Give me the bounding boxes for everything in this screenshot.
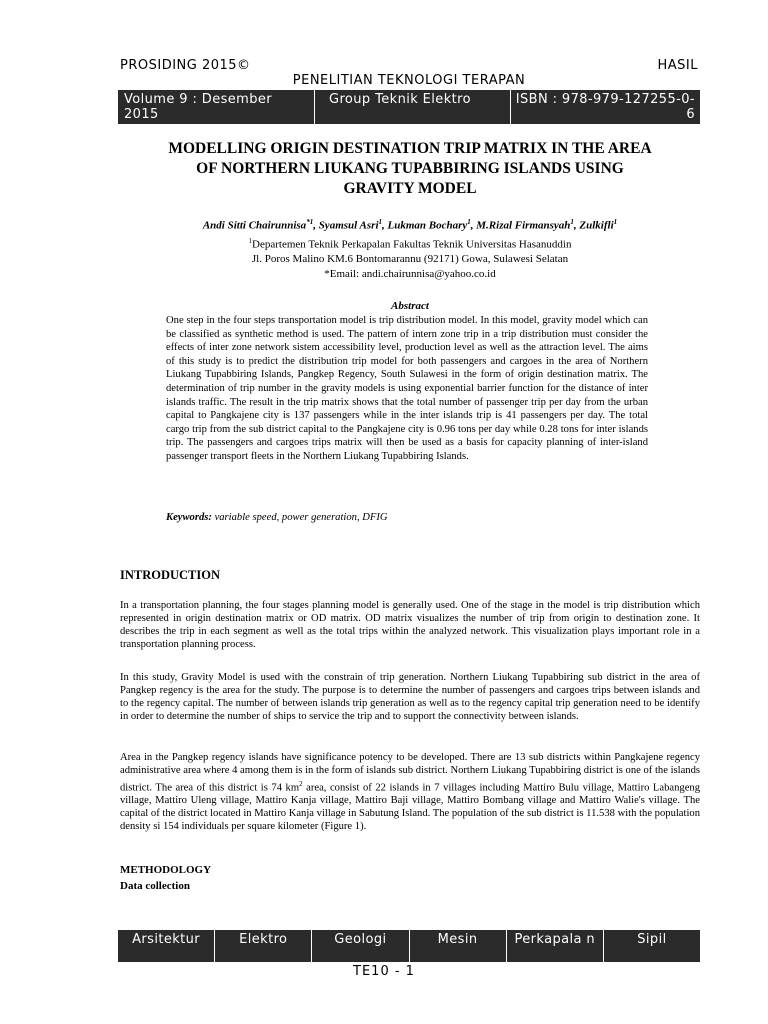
p3-part-a: Area in the Pangkep regency islands have significance potency to be developed. There are 13 sub districts within Pangkajene regency administrative area where 4 among them is in the form of islands sub district. Northern Liukang Tupabbiring district is one of the islands district. The area of this district is 74 km	[120, 752, 700, 794]
author-list: Andi Sitti Chairunnisa$^{*1}$, Syamsul Asri$^1$, Lukman Bochary$^1$, M.Rizal Firmansyah$^1$, Zulkifli$^1$	[202, 218, 618, 232]
email-link[interactable]: *Email: andi.chairunnisa@yahoo.co.id	[324, 268, 496, 281]
header-subtitle: PENELITIAN TEKNOLOGI TERAPAN	[292, 73, 526, 88]
author-sup: 1	[570, 218, 574, 226]
intro-paragraph-2: In this study, Gravity Model is used with the constrain of trip generation. Northern Liukang Tupabbiring sub district in the area of Pangkep regency is the area for the study. The purpose is to determine the number of passengers and cargoes trips between islands and to the regency capital. The number of between islands trip generation as well as to the regency capital trip generation need to be identify in order to determine the number of ships to service the trip and to support the connectivity between islands.	[120, 672, 700, 722]
abstract-text: One step in the four steps transportation model is trip distribution model. In this model, gravity model which can be classified as synthetic method is used. The pattern of intern zone trip in a trip distribution must consider the effects of inter zone network sistem accessibility level, production level as well as the attraction level. The aims of this study is to predict the distribution trip model for both passengers and cargoes in the area of Northern Liukang Tupabbiring Islands, Pangkep Regency, South Sulawesi in the form of origin destination matrix. The determination of trip number in the gravity models is using exponential barrier function for the distance of inter islands traffic. The result in the trip matrix shows that the total number of passenger trip per day from the urban capital to Pangkajene city is 137 passengers while in the inter islands trip is 41 passengers per day. The total cargo trip from the sub district capital to the Pangkajene city is 0.96 tons per day while 0.28 tons for inter islands trip. The passengers and cargoes trips matrix will then be used as a basis for capacity planning of inter-island passenger transport fleets in the Northern Liukang Tupabbiring Islands.	[166, 315, 648, 462]
author-name: Andi Sitti Chairunnisa	[202, 219, 307, 232]
author-sup: 1	[378, 218, 382, 226]
author-name: M.Rizal Firmansyah	[476, 219, 571, 232]
intro-paragraph-1: In a transportation planning, the four stages planning model is generally used. One of the stage in the model is trip distribution which represented in origin destination matrix or OD matrix. OD matrix visualizes the number of trip from origin to destination zone. It describes the trip in each segment as well as the total trips within the analyzed network. This visualization plays important role in a transportation planning process.	[120, 600, 700, 650]
author-sup: 1	[467, 218, 471, 226]
affiliation-text: Departemen Teknik Perkapalan Fakultas Teknik Universitas Hasanuddin	[252, 238, 572, 251]
p3-part-b: area, consist of 22 islands in 7 villages including Mattiro Bulu village, Mattiro Labangeng village, Mattiro Uleng village, Mattiro Kanja village, Mattiro Baji village, Mattiro Bombang village and Mattiro Walie's village. The capital of the district located in Mattiro Kanja village in Sabutung Island. The population of the sub district is 11.538 with the population density si 154 individuals per square kilometer (Figure 1).	[120, 782, 700, 833]
running-header	[120, 58, 698, 92]
header-group: Group Teknik Elektro	[314, 90, 519, 126]
author-name: Lukman Bochary	[387, 219, 468, 232]
methodology-heading: METHODOLOGY	[120, 864, 212, 876]
address: Jl. Poros Malino KM.6 Bontomarannu (92171) Gowa, Sulawesi Selatan	[251, 253, 569, 266]
introduction-heading: INTRODUCTION	[120, 568, 221, 582]
intro-paragraph-3	[120, 752, 700, 834]
keywords-text: variable speed, power generation, DFIG	[214, 512, 388, 523]
title-line: OF NORTHERN LIUKANG TUPABBIRING ISLANDS USING	[196, 160, 624, 177]
abstract-heading: Abstract	[391, 300, 429, 312]
data-collection-heading: Data collection	[120, 880, 190, 892]
author-name: Zulkifli	[579, 219, 614, 232]
km-superscript: 2	[299, 779, 303, 788]
author-sup: 1	[613, 218, 618, 226]
header-isbn: ISBN : 978-979-127255-0-6	[510, 90, 697, 126]
footer-item-arsitektur: Arsitektur	[132, 932, 201, 947]
footer-item-elektro: Elektro	[214, 930, 311, 962]
header-info-bar	[118, 90, 700, 124]
author-name: Syamsul Asri	[318, 219, 379, 232]
author-block	[118, 215, 702, 282]
affiliation-sup: 1	[248, 236, 253, 245]
author-sup: *1	[306, 218, 314, 226]
header-hasil: HASIL	[657, 58, 698, 73]
title-line: GRAVITY MODEL	[343, 180, 477, 197]
keywords-label: Keywords:	[166, 512, 212, 523]
header-volume: Volume 9 : Desember 2015	[124, 92, 273, 122]
title-line: MODELLING ORIGIN DESTINATION TRIP MATRIX IN THE AREA	[168, 140, 652, 157]
footer-category-bar	[118, 930, 700, 962]
footer-item-sipil: Sipil	[603, 930, 700, 962]
paper-title	[118, 139, 702, 199]
footer-item-perkapalan: Perkapala n	[506, 930, 603, 962]
page-number: TE10 - 1	[353, 964, 415, 979]
header-proceedings: PROSIDING 2015©	[120, 58, 251, 73]
footer-item-geologi: Geologi	[311, 930, 408, 962]
footer-item-mesin: Mesin	[409, 930, 506, 962]
keywords	[166, 512, 648, 523]
affiliation	[118, 234, 702, 253]
